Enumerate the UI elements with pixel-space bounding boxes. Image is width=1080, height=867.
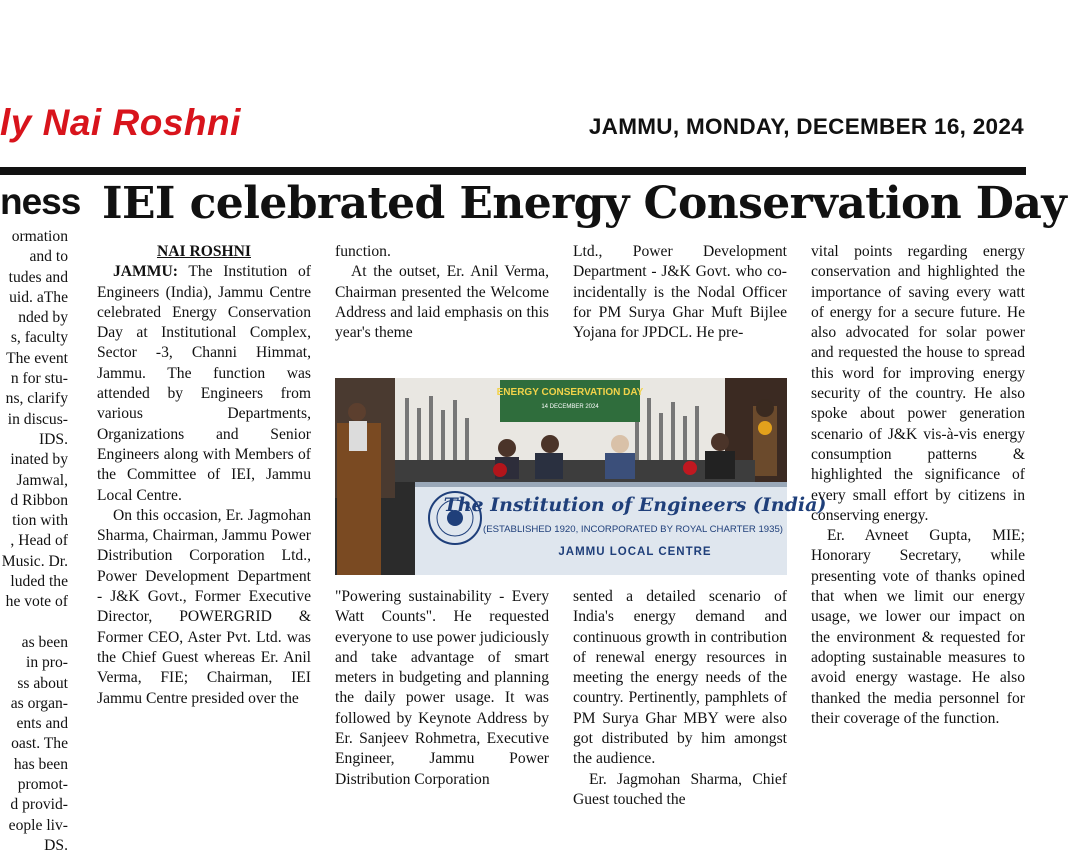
adjacent-article-column bbox=[0, 227, 68, 856]
adjacent-article-line: and to bbox=[29, 248, 68, 266]
article-headline: IEI celebrated Energy Conservation Day bbox=[102, 178, 1067, 229]
col3-bottom-paragraph-1: sented a detailed scenario of India's energy demand and continuous growth in contribution of renewal energy resources in meeting the energy needs of the country. Pertinently, pamphlets of PM Surya Ghar MBY were also got distributed by him amongst the audience. bbox=[573, 588, 787, 768]
article-column-3-top bbox=[573, 242, 787, 343]
adjacent-article-line: tudes and bbox=[8, 268, 68, 286]
adjacent-article-line: eople liv- bbox=[8, 816, 68, 834]
table-banner-subtitle: (ESTABLISHED 1920, INCORPORATED BY ROYAL CHARTER 1935) bbox=[483, 524, 783, 535]
adjacent-article-line: tion with bbox=[12, 512, 68, 530]
adjacent-article-line: has been bbox=[13, 755, 68, 773]
dateline: JAMMU, MONDAY, DECEMBER 16, 2024 bbox=[588, 114, 1024, 139]
adjacent-article-line: as been bbox=[21, 633, 68, 651]
adjacent-article-line: luded the bbox=[10, 573, 68, 591]
adjacent-article-line: oast. The bbox=[11, 735, 68, 753]
masthead: ly Nai Roshni bbox=[0, 102, 241, 143]
adjacent-article-line: n for stu- bbox=[10, 370, 68, 388]
article-column-2-top bbox=[335, 242, 549, 343]
adjacent-article-line: in pro- bbox=[25, 654, 68, 672]
adjacent-article-line: ss about bbox=[17, 674, 68, 692]
article-column-2-bottom bbox=[335, 587, 549, 790]
adjacent-article-line: nded by bbox=[18, 309, 68, 327]
col3-top-paragraph: Ltd., Power Development Department - J&K Govt. who co-incidentally is the Nodal Officer for PM Surya Ghar Muft Bijlee Yojana for JPDCL. He pre- bbox=[573, 243, 787, 342]
masthead-rule bbox=[0, 167, 1026, 175]
adjacent-article-line: he vote of bbox=[5, 593, 68, 611]
article-column-1 bbox=[97, 242, 311, 709]
adjacent-article-line: promot- bbox=[17, 776, 68, 794]
adjacent-article-line: as organ- bbox=[10, 694, 68, 712]
adjacent-article-line: d Ribbon bbox=[10, 491, 68, 509]
adjacent-article-line: inated by bbox=[10, 451, 68, 469]
col4-paragraph-2: Er. Avneet Gupta, MIE; Honorary Secretary, while presenting vote of thanks opined that when we limit our energy usage, we lower our impact on the environment & requested for adopting sustainable measures to avoid energy wastage. He also thanked the media personnel for their coverage of the function. bbox=[811, 527, 1025, 727]
adjacent-article-line: d provid- bbox=[10, 796, 68, 814]
table-banner-title: The Institution of Engineers (India) bbox=[443, 494, 827, 516]
event-photo bbox=[335, 378, 827, 575]
article-dateline: JAMMU: bbox=[113, 263, 178, 281]
adjacent-article-line: uid. aThe bbox=[9, 288, 68, 306]
col2-top-paragraph-1: function. bbox=[335, 243, 391, 260]
adjacent-article-line: Jamwal, bbox=[16, 471, 68, 489]
adjacent-article-line: in discus- bbox=[7, 410, 68, 428]
table-banner-line3: JAMMU LOCAL CENTRE bbox=[558, 546, 712, 558]
adjacent-article-line bbox=[0, 613, 68, 633]
adjacent-article-line: ormation bbox=[11, 228, 68, 245]
adjacent-article-line: ents and bbox=[16, 715, 68, 733]
col2-top-paragraph-2: At the outset, Er. Anil Verma, Chairman presented the Welcome Address and laid emphasis on this year's theme bbox=[335, 263, 549, 342]
article-column-3-bottom bbox=[573, 587, 787, 810]
adjacent-article-line: DS. bbox=[44, 836, 68, 854]
adjacent-article-line: The event bbox=[6, 349, 68, 367]
byline: NAI ROSHNI bbox=[156, 243, 251, 260]
banner-subtitle: 14 DECEMBER 2024 bbox=[541, 404, 599, 410]
col3-bottom-paragraph-2: Er. Jagmohan Sharma, Chief Guest touched the bbox=[573, 770, 787, 808]
article-column-4 bbox=[811, 242, 1025, 729]
col4-paragraph-1: vital points regarding energy conservation and highlighted the importance of saving every watt of energy for a secure future. He also advocated for solar power and requested the house to spread this word for improving energy security of the country. He also spoke about power generation scenario of J&K vis-à-vis energy consumption patterns & highlighted the significance of every small effort by citizens in conserving energy. bbox=[811, 243, 1025, 524]
adjacent-article-line: , Head of bbox=[10, 532, 68, 550]
banner-title: ENERGY CONSERVATION DAY bbox=[496, 387, 644, 398]
adjacent-headline-fragment: ness bbox=[0, 181, 81, 222]
adjacent-article-line: Music. Dr. bbox=[1, 552, 68, 570]
col2-bottom-paragraph: "Powering sustainability - Every Watt Counts". He requested everyone to use power judiciously and take advantage of smart meters in budgeting and planning the daily power usage. It was followed by Keynote Address by Er. Sanjeev Rohmetra, Executive Engineer, Jammu Power Distribution Corporation bbox=[335, 588, 549, 788]
col1-paragraph-1: The Institution of Engineers (India), Jammu Centre celebrated Energy Conservation Day at Institutional Complex, Sector -3, Channi Himmat, Jammu. The function was attended by Engineers from various Departments, Organizations and Senior Engineers along with Members of the Committee of IEI, Jammu Local Centre. bbox=[97, 263, 311, 504]
col1-paragraph-2: On this occasion, Er. Jagmohan Sharma, Chairman, Jammu Power Distribution Corporation Ltd., Power Development Department - J&K Govt., Former Executive Director, POWERGRID & Former CEO, Aster Pvt. Ltd. was the Chief Guest whereas Er. Anil Verma, FIE; Chairman, IEI Jammu Centre presided over the bbox=[97, 506, 311, 707]
adjacent-article-line: ns, clarify bbox=[5, 390, 68, 408]
adjacent-article-line: IDS. bbox=[38, 430, 68, 448]
adjacent-article-line: s, faculty bbox=[10, 329, 68, 347]
